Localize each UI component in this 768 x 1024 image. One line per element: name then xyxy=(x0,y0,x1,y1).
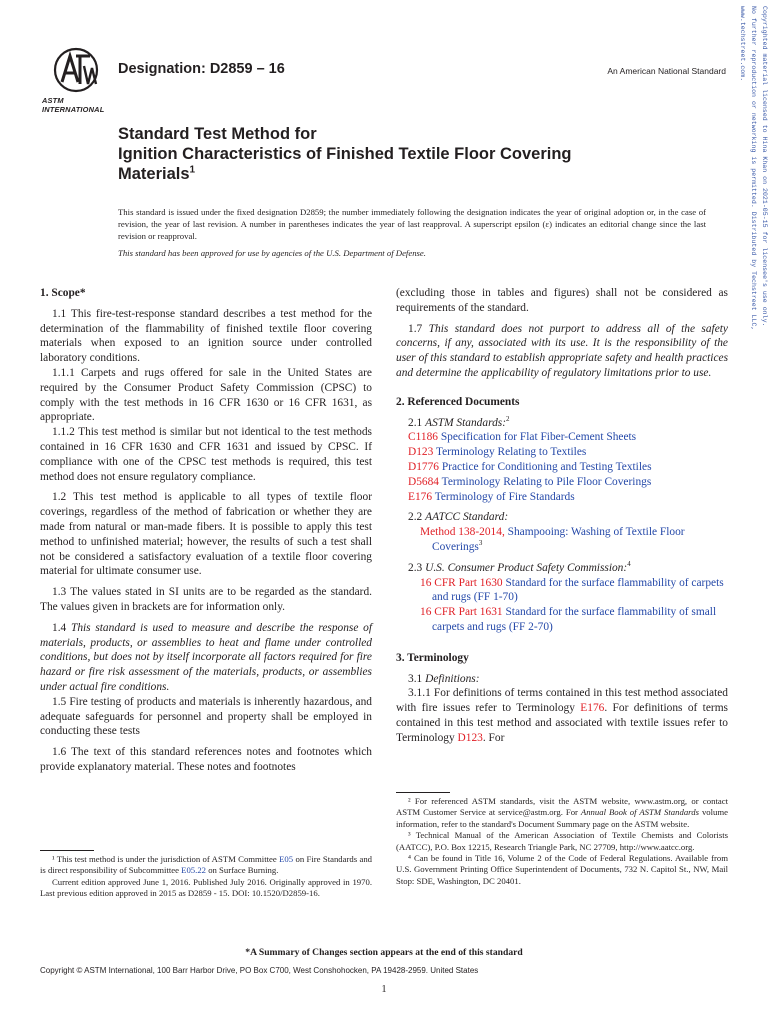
watermark-line-1: Copyrighted material licensed to Hina Khan on 2021-05-15 for licensee's use only. xyxy=(761,6,768,327)
para-3-1-1-b: . For definitions of terms contained in this test method and associated with textile issues refer to Terminology xyxy=(396,702,728,744)
ref-title: Specification for Flat Fiber-Cement Sheets xyxy=(440,431,637,444)
para-1-1: 1.1 This fire-test-response standard describes a test method for the determination of the flammability of finished textile floor covering materials when exposed to an ignition source under controlled laboratory conditions. xyxy=(40,307,372,365)
astm-standards-label xyxy=(396,416,728,431)
page-number: 1 xyxy=(381,984,387,995)
footnote-2-italic: Annual Book of ASTM Standards xyxy=(580,807,699,818)
footnote-rule-right xyxy=(396,792,450,793)
referenced-docs-heading: 2. Referenced Documents xyxy=(396,395,520,408)
astm-label-sup: 2 xyxy=(506,414,510,423)
cpsc-label-text: U.S. Consumer Product Safety Commission: xyxy=(425,561,628,574)
reference-c1186[interactable] xyxy=(396,430,728,445)
ref-title: Shampooing: Washing of Textile Floor Coverings xyxy=(432,526,685,553)
para-1-5: 1.5 Fire testing of products and materials is inherently hazardous, and adequate safeguards for personnel and property shall be employed in conducting these tests xyxy=(40,695,372,738)
e176-link[interactable]: E176 xyxy=(580,702,605,715)
title-line-1: Standard Test Method for xyxy=(118,125,317,143)
para-1-6: 1.6 The text of this standard references notes and footnotes which provide explanatory material. These notes and footnotes xyxy=(40,746,372,773)
footnote-4: ⁴ Can be found in Title 16, Volume 2 of the Code of Federal Regulations. Available from U.S. Government Printing Office Superintendent of Documents, 732 N. Capitol St., NW, Mail Stop: SDE, Washington, DC 20401. xyxy=(396,853,728,886)
footnote-1-text-c: on Surface Burning. xyxy=(208,865,279,876)
terminology-heading: 3. Terminology xyxy=(396,651,469,664)
reference-d1776[interactable] xyxy=(396,460,728,475)
scope-heading: 1. Scope* xyxy=(40,287,86,299)
ref-title: Standard for the surface flammability of small carpets and rugs (FF 2-70) xyxy=(432,606,717,633)
ref-code: Method 138-2014, xyxy=(420,526,505,539)
cpsc-label xyxy=(396,561,728,576)
reference-d5684[interactable] xyxy=(396,475,728,490)
para-1-3: 1.3 The values stated in SI units are to be regarded as the standard. The values given in brackets are for information only. xyxy=(40,586,372,613)
footnote-1-text-a: ¹ This test method is under the jurisdiction of ASTM Committee xyxy=(52,854,277,864)
cpsc-label-sup: 4 xyxy=(627,559,631,568)
ref-title: Terminology Relating to Pile Floor Coverings xyxy=(441,475,652,488)
ref-title: Standard for the surface flammability of carpets and rugs (FF 1-70) xyxy=(432,576,724,604)
cpsc-label-num: 2.3 xyxy=(408,561,423,574)
title-line-2: Ignition Characteristics of Finished Textile Floor Covering xyxy=(118,145,572,163)
ref-code: D5684 xyxy=(408,475,440,488)
footnote-3: ³ Technical Manual of the American Association of Textile Chemists and Colorists (AATCC), P.O. Box 12215, Research Triangle Park, NC 27709, http://www.aatcc.org. xyxy=(396,830,728,852)
reference-16cfr-1630[interactable] xyxy=(408,576,728,606)
committee-e05-link[interactable]: E05 xyxy=(279,854,294,864)
title-line-3: Materials xyxy=(118,165,190,183)
footnote-1 xyxy=(40,854,372,877)
ref-title: Practice for Conditioning and Testing Textiles xyxy=(441,460,652,473)
aatcc-label-num: 2.2 xyxy=(408,511,423,524)
footnote-1-edition: Current edition approved June 1, 2016. Published July 2016. Originally approved in 1970. Last previous edition approved in 2015 as D2859 - 15. DOI: 10.1520/D2859-16. xyxy=(40,876,372,899)
astm-label-num: 2.1 xyxy=(408,416,423,429)
para-1-4-text: This standard is used to measure and describe the response of materials, products, or assemblies to heat and flame under controlled conditions, but does not by itself incorporate all factors required for fire hazard or fire risk assessment of the materials, products, or assemblies under actual fire conditions. xyxy=(40,621,372,693)
para-1-4-num: 1.4 xyxy=(52,621,67,634)
license-watermark xyxy=(734,6,768,406)
aatcc-sup: 3 xyxy=(478,539,483,548)
subcommittee-e05-22-link[interactable]: E05.22 xyxy=(181,865,207,876)
footnote-2 xyxy=(396,796,728,830)
designation: Designation: D2859 – 16 xyxy=(118,61,285,77)
para-1-7-num: 1.7 xyxy=(408,322,423,335)
para-1-7-text: This standard does not purport to address all of the safety concerns, if any, associated with its use. It is the responsibility of the user of this standard to establish appropriate safety and health practices and determine the applicability of regulatory limitations prior to use. xyxy=(396,322,728,379)
ref-title: Terminology of Fire Standards xyxy=(434,490,575,503)
national-standard-label: An American National Standard xyxy=(607,66,726,76)
watermark-line-2: No further reproduction or networking is permitted. Distributed by Techstreet LLC, www.techstreet.com. xyxy=(739,6,757,331)
footnote-2-text-a: ² For referenced ASTM standards, visit the ASTM website, www.astm.org, or contact ASTM Customer Service at service@astm.org. For xyxy=(396,796,728,818)
ref-title: Terminology Relating to Textiles xyxy=(435,446,587,459)
logo-text: ASTM INTERNATIONAL xyxy=(42,96,105,114)
left-column xyxy=(40,286,372,775)
astm-label-text: ASTM Standards: xyxy=(425,416,507,429)
ref-code: E176 xyxy=(408,490,433,503)
ref-code: 16 CFR Part 1630 xyxy=(420,576,503,589)
summary-of-changes-note: *A Summary of Changes section appears at the end of this standard xyxy=(245,947,523,958)
ref-code: 16 CFR Part 1631 xyxy=(420,606,503,619)
para-1-2: 1.2 This test method is applicable to all types of textile floor coverings, regardless of the method of fabrication or whether they are made from natural or man-made fibers. It is possible to apply this test method to unfinished material; however, the results of such a test shall not be considered a satisfactory evaluation of a textile floor covering material for ultimate consumer use. xyxy=(40,491,372,578)
ref-code: D123 xyxy=(408,446,434,459)
title-footnote-mark: 1 xyxy=(189,164,196,176)
d123-link[interactable]: D123 xyxy=(457,731,483,744)
para-3-1-1-a: 3.1.1 For definitions of terms contained in this test method associated with fire issues refer to Terminology xyxy=(396,687,728,715)
aatcc-standard-label xyxy=(396,510,728,525)
footnote-2-text-b: volume information, refer to the standard's Document Summary page on the ASTM website. xyxy=(396,807,728,829)
footnote-1-text-b: on Fire Standards and is direct responsibility of Subcommittee xyxy=(40,854,373,876)
document-title xyxy=(118,124,678,184)
aatcc-label-text: AATCC Standard: xyxy=(425,511,509,524)
reference-16cfr-1631[interactable] xyxy=(408,605,728,635)
para-1-4 xyxy=(40,621,372,695)
astm-reference-list xyxy=(396,430,728,504)
footnotes-left xyxy=(40,854,372,900)
ref-code: C1186 xyxy=(408,431,438,444)
designation-notice: This standard is issued under the fixed designation D2859; the number immediately following the designation indicates the year of original adoption or, in the case of revision, the year of last revision. A number in parentheses indicates the year of last reapproval. A superscript epsilon (ε) indicates an editorial change since the last revision or reapproval. xyxy=(118,207,706,242)
ref-code: D1776 xyxy=(408,460,440,473)
para-1-6-continued: (excluding those in tables and figures) shall not be considered as requirements of the standard. xyxy=(396,287,728,314)
copyright-line: Copyright © ASTM International, 100 Barr Harbor Drive, PO Box C700, West Conshohocken, PA 19428-2959. United States xyxy=(40,966,479,975)
dod-approval-note: This standard has been approved for use by agencies of the U.S. Department of Defense. xyxy=(118,248,426,258)
reference-d123[interactable] xyxy=(396,445,728,460)
def-num: 3.1 xyxy=(408,672,423,685)
definitions-label xyxy=(396,672,728,687)
para-1-7 xyxy=(396,322,728,381)
para-1-1-2: 1.1.2 This test method is similar but not identical to the test methods contained in 16 CFR 1630 and CFR 1631 and issued by CPSC. If compliance with one of the CPSC test methods is required, this test method does not ensure regulatory compliance. xyxy=(40,426,372,483)
reference-aatcc-138[interactable] xyxy=(408,525,728,555)
para-1-1-1: 1.1.1 Carpets and rugs offered for sale in the United States are required by the Consumer Product Safety Commission (CPSC) to comply with the test methods in 16 CFR 1630 or 16 CFR 1631, as appropriate. xyxy=(40,366,372,424)
def-label-text: Definitions: xyxy=(425,672,480,685)
footnote-rule-left xyxy=(40,850,94,851)
para-3-1-1-c: . For xyxy=(482,731,505,744)
right-column xyxy=(396,286,728,746)
para-3-1-1 xyxy=(396,686,728,745)
reference-e176[interactable] xyxy=(396,490,728,505)
footnotes-right xyxy=(396,796,728,887)
astm-logo xyxy=(40,44,112,114)
